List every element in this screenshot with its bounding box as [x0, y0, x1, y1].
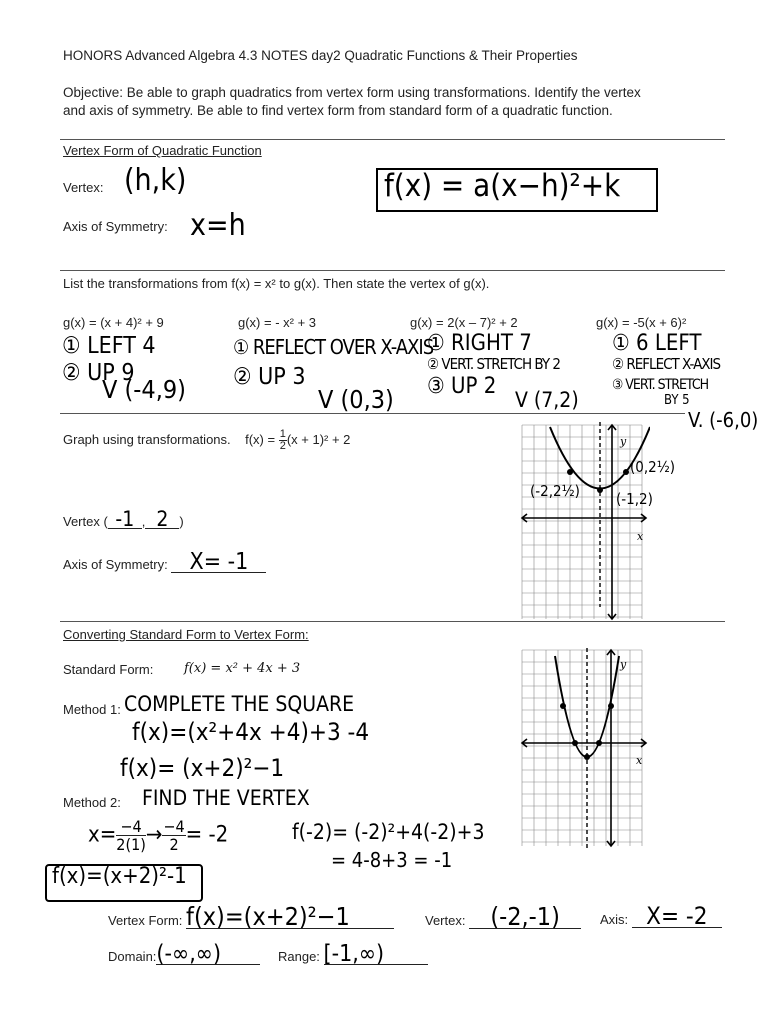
graph-1-vertex-point: (-1,2) [616, 490, 653, 508]
x-axis-label: x [636, 754, 643, 767]
domain-row: Domain:(-∞,∞) [108, 944, 260, 965]
vertex-marker [597, 487, 603, 493]
divider [60, 139, 725, 140]
y-intercept-marker [608, 703, 614, 709]
problem-2-function: g(x) = - x² + 3 [238, 315, 317, 330]
x-axis-label: x [637, 530, 644, 543]
problem-2-step-1: ① REFLECT OVER X-AXIS [233, 335, 434, 359]
graph-1 [520, 422, 650, 622]
transformations-instruction: List the transformations from f(x) = x² to g(x). Then state the vertex of g(x). [63, 276, 490, 291]
problem-2-step-2: ② UP 3 [233, 364, 306, 390]
problem-3-function: g(x) = 2(x – 7)² + 2 [410, 315, 518, 330]
vertex-label: Vertex: [63, 180, 104, 195]
vertex-answer: (h,k) [124, 163, 187, 198]
graph-1-axes [522, 425, 646, 619]
vertex-form-answer: f(x)=(x+2)²−1 [186, 906, 394, 929]
method-2-f-calc-2: = 4-8+3 = -1 [331, 848, 453, 872]
vertex-marker [584, 754, 590, 760]
vertex-form-heading: Vertex Form of Quadratic Function [63, 143, 262, 158]
graph-instruction: Graph using transformations. f(x) = $\frac{1}{2}$ (x + 1)² + 2 [63, 428, 351, 452]
method-1-line-1: f(x)=(x²+4x +4)+3 -4 [132, 718, 370, 746]
converted-axis-answer: X= -2 [632, 906, 722, 928]
problem-4-step-3-cont: BY 5 [664, 393, 690, 408]
range-row: Range: [-1,∞) [278, 944, 428, 965]
problem-4-step-3: ③ VERT. STRETCH [612, 377, 709, 393]
divider [60, 270, 725, 271]
vertex-form-row: Vertex Form: f(x)=(x+2)²−1 [108, 906, 394, 929]
problem-1-vertex: V (-4,9) [102, 375, 186, 404]
domain-answer: (-∞,∞) [156, 944, 260, 965]
graph-2 [520, 648, 650, 858]
problem-1-step-2: ② UP 9 [62, 360, 135, 386]
standard-form-label: Standard Form: [63, 662, 154, 677]
method-2-title: FIND THE VERTEX [142, 786, 310, 810]
x-intercept-marker [596, 740, 602, 746]
method-2-x-calc: x= $\frac{-4}{2(1)}$ → $\frac{-4}{2}$ = -2 [88, 817, 229, 854]
axis-answer: x=h [190, 208, 246, 243]
divider [60, 413, 685, 414]
method-1-label: Method 1: [63, 702, 121, 717]
graph-axis-row: Axis of Symmetry: X= -1 [63, 552, 266, 573]
boxed-answer: f(x)=(x+2)²-1 [52, 864, 187, 889]
problem-1-function: g(x) = (x + 4)² + 9 [63, 315, 164, 330]
problem-3-step-3: ③ UP 2 [427, 374, 497, 399]
range-answer: [-1,∞) [324, 944, 428, 965]
graph-axis-answer: X= -1 [171, 552, 266, 573]
axis-label: Axis of Symmetry: [63, 219, 168, 234]
point-marker [567, 469, 573, 475]
x-intercept-marker [572, 740, 578, 746]
graph-1-left-point: (-2,2½) [530, 482, 580, 500]
converted-vertex-answer: (-2,-1) [469, 906, 581, 929]
problem-4-function: g(x) = -5(x + 6)² [596, 315, 687, 330]
graph-vertex-row: Vertex ( -1 , 2 ) [63, 507, 184, 531]
worksheet-title: HONORS Advanced Algebra 4.3 NOTES day2 Quadratic Functions & Their Properties [63, 48, 578, 63]
method-2-label: Method 2: [63, 795, 121, 810]
problem-3-vertex: V (7,2) [515, 388, 579, 412]
y-axis-label: y [620, 658, 627, 671]
vertex-x-answer: -1 [108, 510, 142, 529]
converting-heading: Converting Standard Form to Vertex Form: [63, 627, 309, 642]
graph-1-grid [522, 425, 642, 619]
problem-4-step-2: ② REFLECT X-AXIS [612, 355, 721, 373]
problem-2-vertex: V (0,3) [318, 385, 394, 414]
converted-vertex-row: Vertex: (-2,-1) [425, 906, 581, 929]
objective-line-1: Objective: Be able to graph quadratics from vertex form using transformations. Identify the vertex [63, 85, 641, 100]
problem-3-step-1: ① RIGHT 7 [427, 331, 532, 356]
formula-answer: f(x) = a(x−h)²+k [384, 168, 621, 204]
problem-4-vertex: V. (-6,0) [688, 408, 759, 432]
standard-form-function: f(x) = x² + 4x + 3 [184, 661, 301, 676]
divider [60, 621, 725, 622]
y-axis-label: y [620, 435, 627, 448]
method-1-title: COMPLETE THE SQUARE [124, 692, 355, 716]
converted-axis-row: Axis: X= -2 [600, 906, 722, 928]
graph-2-grid [522, 650, 642, 846]
vertex-y-answer: 2 [145, 510, 179, 529]
problem-4-step-1: ① 6 LEFT [612, 331, 702, 356]
point-marker [623, 469, 629, 475]
graph-1-right-point: (0,2½) [630, 458, 676, 476]
method-1-line-2: f(x)= (x+2)²−1 [120, 754, 285, 782]
graph-2-axes [522, 650, 646, 846]
method-2-f-calc-1: f(-2)= (-2)²+4(-2)+3 [292, 820, 485, 844]
point-marker [560, 703, 566, 709]
problem-1-step-1: ① LEFT 4 [62, 333, 156, 359]
objective-line-2: and axis of symmetry. Be able to find vertex form from standard form of a quadratic function. [63, 103, 613, 118]
problem-3-step-2: ② VERT. STRETCH BY 2 [427, 355, 560, 373]
